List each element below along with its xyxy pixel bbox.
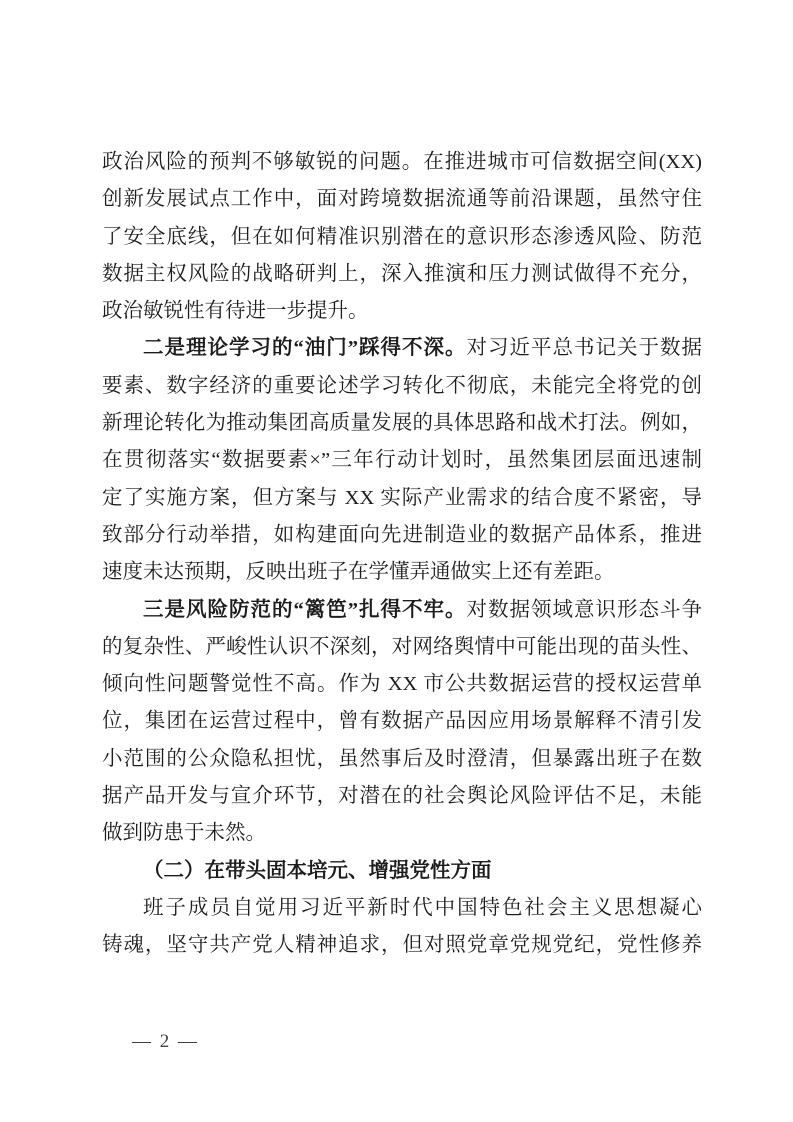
text-run: 倾向性问题警觉性不高。作为 XX 市公共数据运营的授权运营单 (102, 673, 702, 696)
text-run: 据产品开发与宣介环节，对潜在的社会舆论风险评估不足，未能 (102, 785, 702, 808)
text-run: （二）在带头固本培元、增强党性方面 (143, 859, 492, 882)
text-run: 铸魂，坚守共产党人精神追求，但对照党章党规党纪，党性修养 (102, 934, 702, 957)
text-line (102, 442, 702, 479)
text-line (102, 256, 702, 293)
document-body (102, 144, 702, 965)
text-line (102, 853, 702, 890)
paragraph-risk-prevention (102, 592, 702, 853)
heading-section-2 (102, 853, 702, 890)
text-run: 创新发展试点工作中，面对跨境数据流通等前沿课题，虽然守住 (102, 188, 702, 211)
text-run: 位，集团在运营过程中，曾有数据产品因应用场景解释不清引发 (102, 710, 702, 733)
text-line (102, 368, 702, 405)
text-line (102, 927, 702, 964)
text-run: 对数据领域意识形态斗争 (466, 598, 702, 621)
text-line (102, 666, 702, 703)
text-line (102, 778, 702, 815)
text-run: 政治敏锐性有待进一步提升。 (102, 300, 369, 323)
text-line (102, 517, 702, 554)
text-line (102, 293, 702, 330)
text-line (102, 219, 702, 256)
page-footer (132, 1031, 199, 1053)
text-run: 在贯彻落实“数据要素×”三年行动计划时，虽然集团层面迅速制 (102, 449, 702, 472)
paragraph-political-risk (102, 144, 702, 330)
text-run: 对习近平总书记关于数据 (466, 337, 702, 360)
text-line (102, 703, 702, 740)
text-line (102, 330, 702, 367)
paragraph-theory-study (102, 330, 702, 591)
text-run: 致部分行动举措，如构建面向先进制造业的数据产品体系，推进 (102, 523, 702, 546)
paragraph-party-spirit (102, 890, 702, 965)
text-line (102, 144, 702, 181)
page-number: — 2 — (132, 1031, 199, 1052)
text-run: 做到防患于未然。 (102, 822, 266, 845)
text-run: 三是风险防范的“篱笆”扎得不牢。 (143, 598, 467, 621)
text-run: 数据主权风险的战略研判上，深入推演和压力测试做得不充分， (102, 262, 702, 285)
text-line (102, 181, 702, 218)
text-line (102, 554, 702, 591)
text-run: 定了实施方案，但方案与 XX 实际产业需求的结合度不紧密，导 (102, 486, 702, 509)
text-run: 班子成员自觉用习近平新时代中国特色社会主义思想凝心 (143, 896, 702, 919)
text-run: 新理论转化为推动集团高质量发展的具体思路和战术打法。例如， (102, 412, 702, 435)
text-line (102, 741, 702, 778)
text-line (102, 480, 702, 517)
text-run: 政治风险的预判不够敏锐的问题。在推进城市可信数据空间(XX) (102, 151, 702, 173)
text-run: 了安全底线，但在如何精准识别潜在的意识形态渗透风险、防范 (102, 225, 702, 248)
text-line (102, 592, 702, 629)
text-run: 二是理论学习的“油门”踩得不深。 (143, 337, 467, 360)
text-run: 要素、数字经济的重要论述学习转化不彻底，未能完全将党的创 (102, 374, 702, 397)
text-line (102, 815, 702, 852)
text-run: 速度未达预期，反映出班子在学懂弄通做实上还有差距。 (102, 561, 615, 584)
text-line (102, 405, 702, 442)
text-run: 的复杂性、严峻性认识不深刻，对网络舆情中可能出现的苗头性、 (102, 635, 702, 658)
text-line (102, 629, 702, 666)
text-run: 小范围的公众隐私担忧，虽然事后及时澄清，但暴露出班子在数 (102, 747, 702, 770)
text-line (102, 890, 702, 927)
